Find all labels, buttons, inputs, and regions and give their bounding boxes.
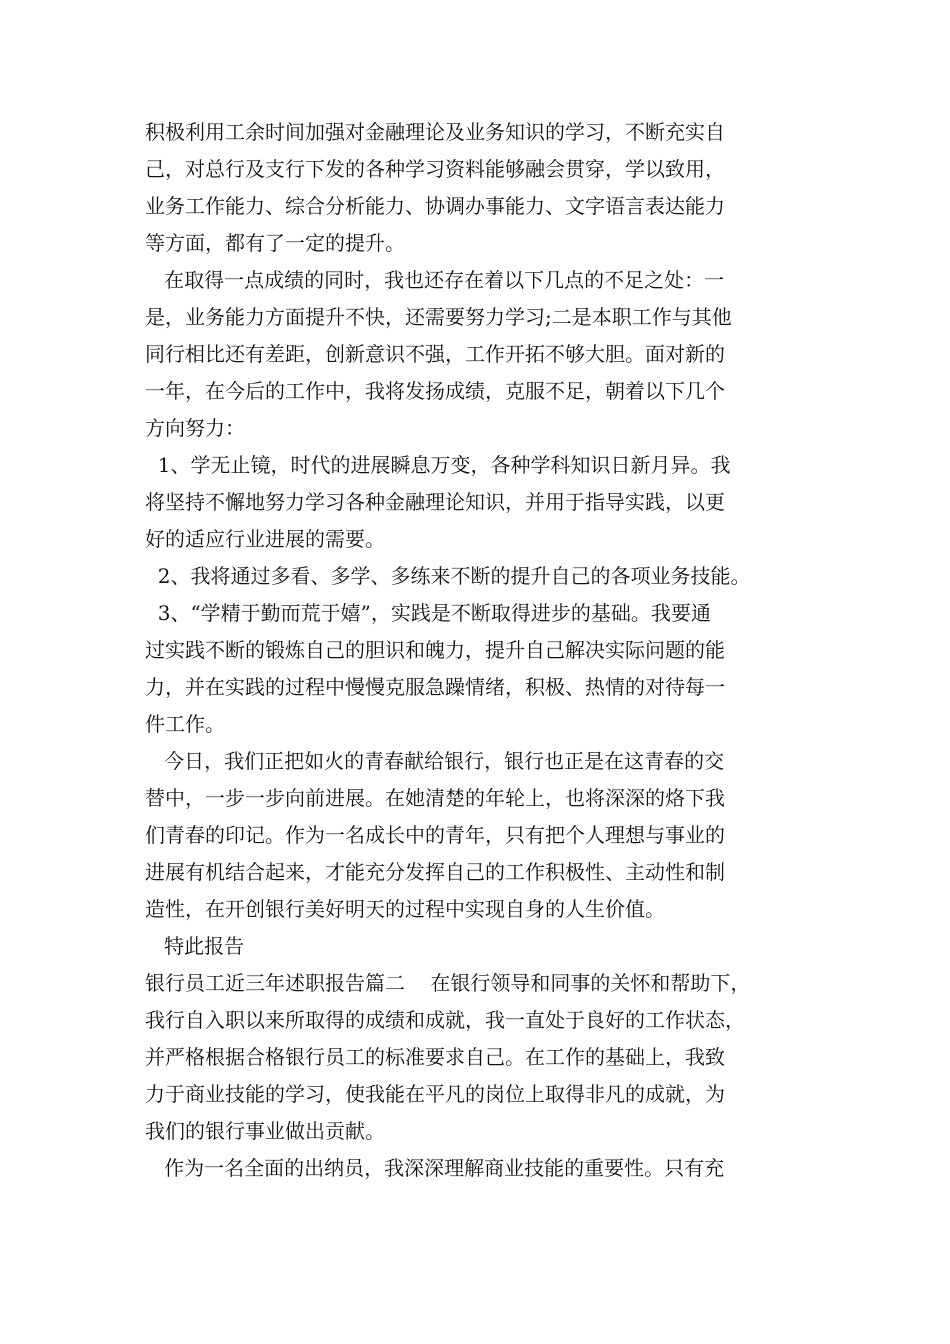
text-line: 一年，在今后的工作中，我将发扬成绩，克服不足，朝着以下几个	[145, 379, 725, 403]
text-line: 2、我将通过多看、多学、多练来不断的提升自己的各项业务技能。	[145, 564, 751, 588]
text-line: 件工作。	[145, 712, 225, 736]
text-line: 们青春的印记。作为一名成长中的青年，只有把个人理想与事业的	[145, 823, 725, 847]
text-line: 替中，一步一步向前进展。在她清楚的年轮上，也将深深的烙下我	[145, 786, 725, 810]
text-line: 并严格根据合格银行员工的标准要求自己。在工作的基础上，我致	[145, 1045, 725, 1069]
text-line: 力，并在实践的过程中慢慢克服急躁情绪，积极、热情的对待每一	[145, 675, 725, 699]
text-line: 我行自入职以来所取得的成绩和成就，我一直处于良好的工作状态，	[145, 1008, 745, 1032]
text-line: 好的适应行业进展的需要。	[145, 527, 385, 551]
text-line: 造性，在开创银行美好明天的过程中实现自身的人生价值。	[145, 897, 665, 921]
document-body	[145, 114, 810, 1187]
text-line: 同行相比还有差距，创新意识不强，工作开拓不够大胆。面对新的	[145, 342, 725, 366]
text-line: 进展有机结合起来，才能充分发挥自己的工作积极性、主动性和制	[145, 860, 725, 884]
text-line: 是，业务能力方面提升不快，还需要努力学习;二是本职工作与其他	[145, 305, 732, 329]
section-heading-line: 银行员工近三年述职报告篇二 在银行领导和同事的关怀和帮助下，	[145, 971, 751, 995]
text-line: 作为一名全面的出纳员，我深深理解商业技能的重要性。只有充	[145, 1156, 725, 1180]
text-line: 积极利用工余时间加强对金融理论及业务知识的学习，不断充实自	[145, 120, 725, 144]
text-line: 己，对总行及支行下发的各种学习资料能够融会贯穿，学以致用，	[145, 157, 725, 181]
text-line: 特此报告	[145, 934, 245, 958]
text-line: 力于商业技能的学习，使我能在平凡的岗位上取得非凡的成就，为	[145, 1082, 725, 1106]
text-line: 今日，我们正把如火的青春献给银行，银行也正是在这青春的交	[145, 749, 725, 773]
text-line: 将坚持不懈地努力学习各种金融理论知识，并用于指导实践，以更	[145, 490, 725, 514]
text-line: 业务工作能力、综合分析能力、协调办事能力、文字语言表达能力	[145, 194, 725, 218]
text-line: 方向努力：	[145, 416, 245, 440]
text-line: 在取得一点成绩的同时，我也还存在着以下几点的不足之处：一	[145, 268, 725, 292]
text-line: 等方面，都有了一定的提升。	[145, 231, 405, 255]
text-line: 1、学无止镜，时代的进展瞬息万变，各种学科知识日新月异。我	[145, 453, 731, 477]
text-line: 我们的银行事业做出贡献。	[145, 1119, 385, 1143]
text-line: 3、“学精于勤而荒于嬉”，实践是不断取得进步的基础。我要通	[145, 601, 711, 625]
text-line: 过实践不断的锻炼自己的胆识和魄力，提升自己解决实际问题的能	[145, 638, 725, 662]
